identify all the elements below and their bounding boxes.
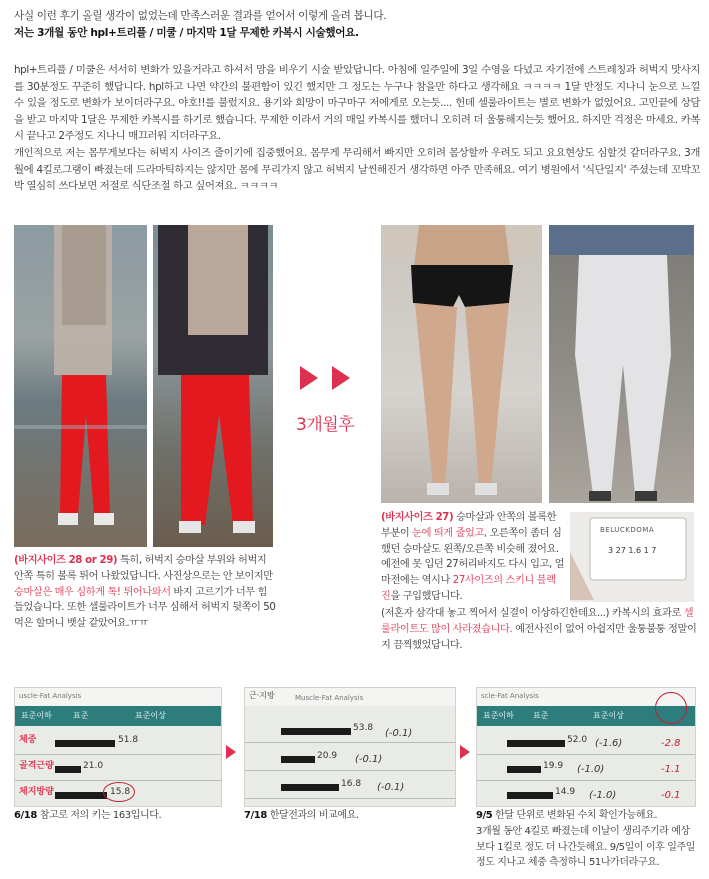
- sheet-row: 14.9 (-1.0) -0.1: [477, 780, 695, 807]
- after-caption-bottom: (저혼자 삼각대 놓고 찍어서 실결이 이상하긴한데요...) 카복시의 효과로 셀룰라이트도 많이 사라졌습니다. 예전사진이 없어 아쉽지만 울퉁불퉁 정말이지 끔찍했었답니다.: [381, 608, 697, 651]
- sheet-row: 53.8 (-0.1): [245, 716, 455, 743]
- label-code: 3 27 1.6 1 7: [608, 546, 657, 555]
- after-left-figure: [381, 225, 542, 503]
- after-size: (바지사이즈 27): [381, 512, 454, 523]
- sheet-row: 52.0 (-1.6) -2.8: [477, 728, 695, 755]
- sheet-row: 20.9 (-0.1): [245, 744, 455, 771]
- before-left-figure: [14, 225, 147, 547]
- inbody-sheet-1: [14, 687, 222, 807]
- sheet-row: 16.8 (-0.1): [245, 772, 455, 799]
- pants-label-photo: [570, 512, 694, 602]
- sheet-header: scle-Fat Analysis: [477, 688, 695, 706]
- intro: [14, 8, 698, 41]
- inbody-caption-1: 6/18 참고로 저의 키는 163입니다.: [14, 810, 162, 821]
- before-photo-right: [153, 225, 273, 547]
- pen-circle: [103, 782, 135, 802]
- before-right-figure: [153, 225, 273, 547]
- arrow-right-icon: [332, 366, 350, 390]
- sheet-row: 골격근량 21.0: [15, 754, 221, 781]
- before-size: (바지사이즈 28 or 29): [14, 555, 118, 566]
- after-right-figure: [549, 225, 694, 503]
- sheet-column-header: 표준이하 표준 표준이상: [477, 706, 695, 726]
- after-photo-right: [549, 225, 694, 503]
- inbody-sheet-2: [244, 687, 456, 807]
- pen-circle: [655, 692, 687, 724]
- transition-label: 3개월후: [296, 415, 355, 435]
- before-caption: (바지사이즈 28 or 29) 특히, 허벅지 승마살 부위와 허벅지 안쪽 특히 볼록 튀어 나왔었답니다. 사진상으로는 안 보이지만 승마살은 매우 심하게 톡! 튀어나와서 바지 고르기가 너무 힘들었습니다. 또한 셀룰라이트가 너무 심해서 허벅지 뒷쪽이 50먹은 할머니 뱃살 같았어요.ㅠㅠ: [14, 555, 276, 630]
- arrow-right-icon: [460, 745, 470, 759]
- intro-line-1: 사실 이런 후기 올릴 생각이 없었는데 만족스러운 결과를 얻어서 이렇게 올려 봅니다.: [14, 10, 387, 22]
- inbody-caption-3: 9/5 한달 단위로 변화된 수치 확인가능해요. 3개월 동안 4킬로 빠졌는데 이날이 생리주기라 예상보다 1킬로 정도 더 나간듯해요. 9/5일이 이후 일주일 정도 지나고 체중 측정하니 51나가더라구요.: [476, 810, 696, 869]
- before-photo-left: [14, 225, 147, 547]
- sheet-row: 19.9 (-1.0) -1.1: [477, 754, 695, 781]
- sheet-row: 체지방량 15.8: [15, 780, 221, 807]
- arrow-right-icon: [226, 745, 236, 759]
- sheet-row: 체중 51.8: [15, 728, 221, 755]
- body-paragraph-2: 개인적으로 저는 몸무게보다는 허벅지 사이즈 줄이기에 집중했어요. 몸무게 무리해서 빠지만 오히려 몸상할까 우려도 되고 요요현상도 심할것 같더라구요. 3개월에 4킬로그램이 빠졌는데 드라마틱하지는 않지만 몸에 무리가지 않고 허벅지 날씬해진거 생각하면 아주 만족해요. 여기 병원에서 '식단일지' 주셨는데 꼬박꼬박 열심히 쓰다보면 저절로 식단조절 하고 싶어져요. ㅋㅋㅋㅋ: [14, 146, 700, 193]
- label-brand: BELUCKDOMA: [600, 526, 655, 534]
- body-paragraph-1: hpl+트리플 / 미쿨은 서서히 변화가 있을거라고 하셔서 맘을 비우기 시술 받았답니다. 아침에 일주일에 3일 수영을 다녔고 자기전에 스트레칭과 허벅지 맛사지를 30분정도 꾸준히 했답니다. hpl하고 나면 약간의 불편함이 있긴 했지만 그 정도는 누구나 참을만 하다고 생각해요 ㅋㅋㅋㅋ 1달 반정도 지나니 눈으로 느낄 수 있을 정도로 변화가 보이더라구요. 야호!!를 불렀지요. 용기와 희망이 마구마구 저에게로 오는듯.... 헌데 셀룰라이트는 별로 변화가 없었어요. 고민끝에 상담을 받고 마지막 1달은 무제한 카복시를 하기로 했습니다. 무제한 이라서 거의 매일 카복시를 했더니 오히려 더 울퉁해지는듯 했어요. 하지만 걱정은 마세요. 카복시 끝나고 2주정도 지나니 매끄러워 지더라구요.: [14, 64, 700, 143]
- after-photo-left: [381, 225, 542, 503]
- sheet-column-header: 표준이하 표준 표준이상: [15, 706, 221, 726]
- intro-line-2: 저는 3개월 동안 hpl+트리플 / 미쿨 / 마지막 1달 무제한 카복시 시술했어요.: [14, 26, 359, 39]
- body-text: [14, 62, 700, 195]
- arrow-right-icon: [300, 366, 318, 390]
- sheet-header: uscle-Fat Analysis: [15, 688, 221, 706]
- inbody-sheet-3: [476, 687, 696, 807]
- after-caption-top: (바지사이즈 27) 승마살과 안쪽의 볼록한 부분이 눈에 띄게 줄었고, 오른쪽이 좀더 심했던 승마살도 왼쪽/오른쪽 비슷해 졌어요. 예전에 못 입던 27허리바지도 다시 입고, 얼마전에는 역시나 27사이즈의 스키니 블랙진을 구입했답니다.: [381, 512, 565, 602]
- inbody-caption-2: 7/18 한달전과의 비교예요.: [244, 810, 359, 821]
- sheet-header: 근·지방 Muscle-Fat Analysis: [245, 688, 455, 706]
